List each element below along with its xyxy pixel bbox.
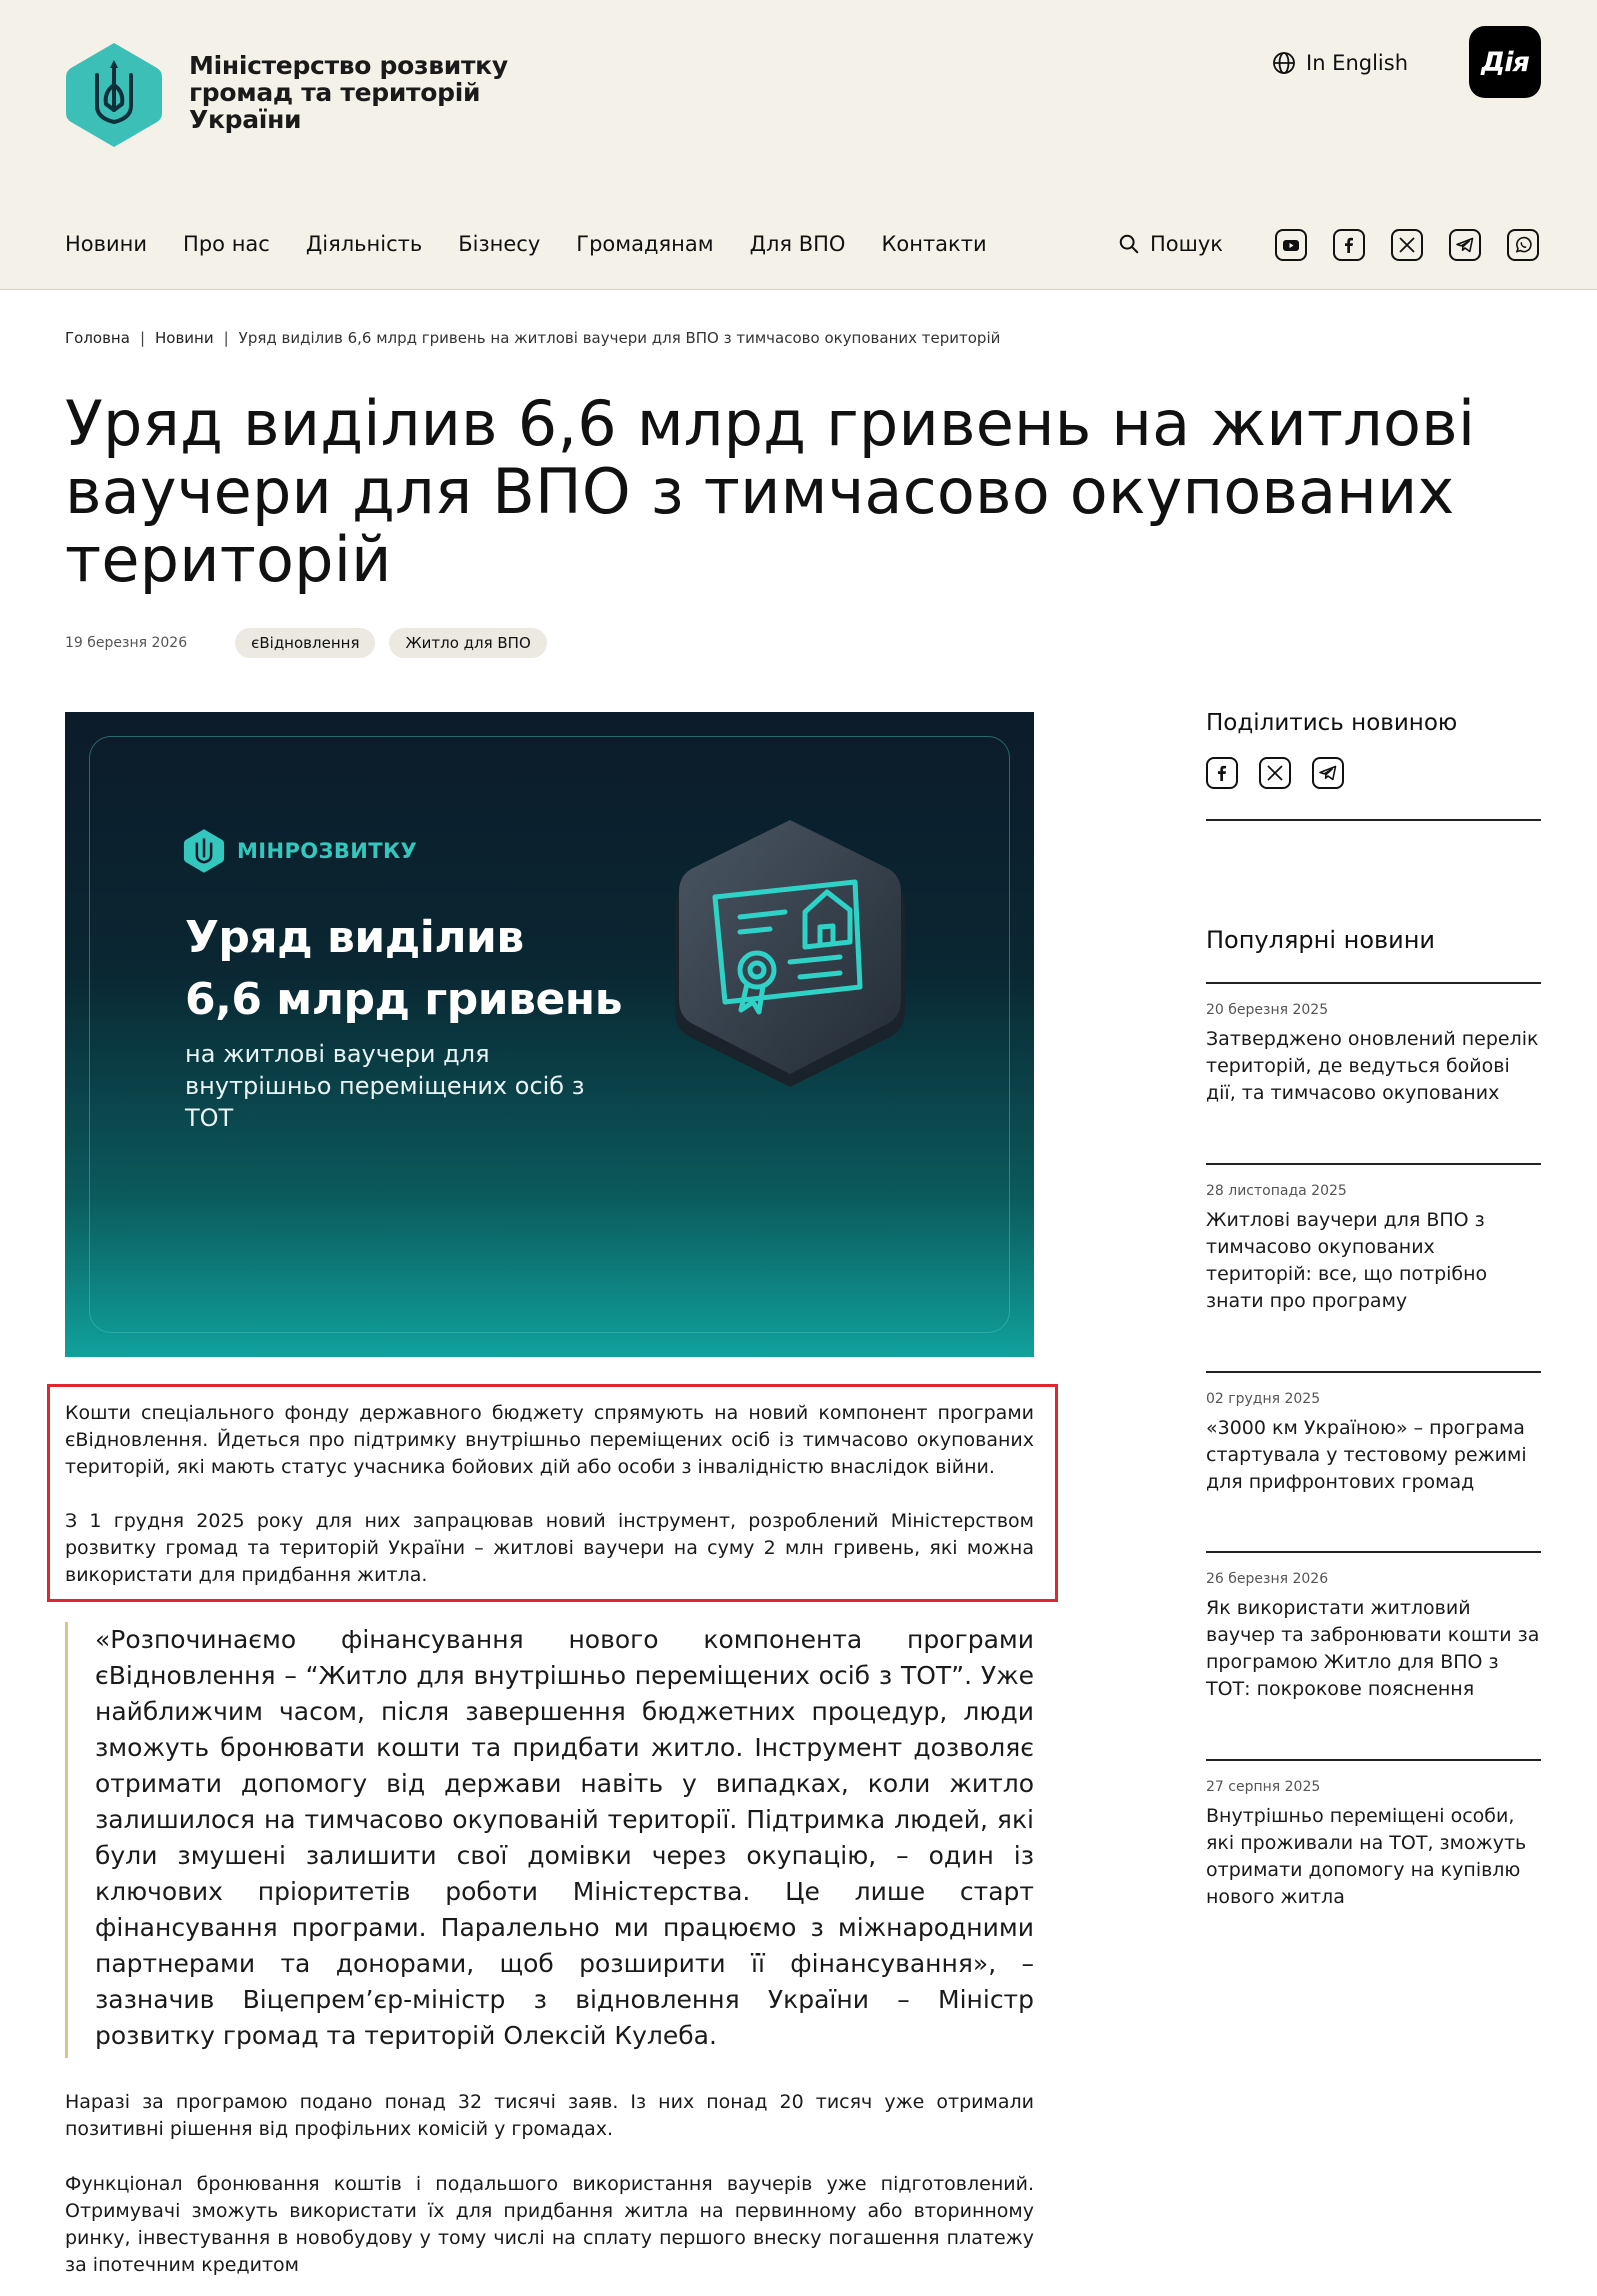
popular-news-item[interactable] <box>1206 1571 1541 1703</box>
youtube-icon[interactable] <box>1275 229 1307 261</box>
tag-evidnovlennya[interactable]: єВідновлення <box>235 628 375 658</box>
share-facebook-icon[interactable] <box>1206 757 1238 789</box>
divider <box>1206 1163 1541 1165</box>
language-switch[interactable] <box>1272 48 1408 78</box>
hero-subtitle: на житлові ваучери для внутрішньо переміщених осіб з ТОТ <box>185 1040 585 1132</box>
language-label: In English <box>1306 51 1409 75</box>
article-paragraph-3: Наразі за програмою подано понад 32 тисячі заяв. Із них понад 20 тисяч уже отримали позитивні рішення від профільних комісій у громадах. <box>65 2091 1034 2140</box>
main-nav <box>65 232 1023 256</box>
search-button[interactable] <box>1118 232 1223 256</box>
article-meta <box>65 628 547 658</box>
article-date: 19 березня 2026 <box>65 635 188 651</box>
search-label: Пошук <box>1150 232 1223 256</box>
hero-image <box>65 712 1034 1357</box>
nav-item-idp[interactable]: Для ВПО <box>749 232 846 256</box>
popular-news-item[interactable] <box>1206 1391 1541 1496</box>
header-socials <box>1275 229 1539 261</box>
news-title[interactable]: «3000 км Україною» – програма стартувала у тестовому режимі для прифронтових громад <box>1206 1417 1527 1493</box>
divider <box>1206 1551 1541 1553</box>
diia-button[interactable]: Дія <box>1469 26 1541 98</box>
share-telegram-icon[interactable] <box>1312 757 1344 789</box>
divider <box>1206 1759 1541 1761</box>
news-date: 02 грудня 2025 <box>1206 1391 1321 1407</box>
breadcrumb-current: Уряд виділив 6,6 млрд гривень на житлові ваучери для ВПО з тимчасово окупованих територій <box>238 329 1001 347</box>
breadcrumb-home[interactable]: Головна <box>65 329 130 347</box>
search-icon <box>1118 233 1140 255</box>
popular-news-item[interactable] <box>1206 1779 1541 1911</box>
hero-brand-label: МІНРОЗВИТКУ <box>237 839 418 863</box>
telegram-icon[interactable] <box>1449 229 1481 261</box>
divider <box>1206 819 1541 821</box>
share-x-icon[interactable] <box>1259 757 1291 789</box>
whatsapp-icon[interactable] <box>1507 229 1539 261</box>
news-title[interactable]: Внутрішньо переміщені особи, які проживали на ТОТ, зможуть отримати допомогу на купівлю нового житла <box>1206 1805 1527 1908</box>
news-date: 28 листопада 2025 <box>1206 1183 1347 1199</box>
share-icons <box>1206 757 1344 789</box>
site-header <box>0 0 1597 290</box>
quote-text: «Розпочинаємо фінансування нового компонента програми єВідновлення – “Житло для внутрішньо переміщених осіб з ТОТ”. Уже найближчим часом, після завершення бюджетних процедур, люди зможуть бронювати кошти та придбати житло. Інструмент дозволяє отримати допомогу від держави навіть у випадках, коли житло залишилося на тимчасово окупованій території. Підтримка людей, які були змушені залишити свої домівки через окупацію, – один із ключових пріоритетів роботи Міністерства. Це лише старт фінансування програми. Паралельно ми працюємо з міжнародними партнерами та донорами, щоб розширити її фінансування», – зазначив Віцепрем’єр-міністр з відновлення України – Міністр розвитку громад та територій Олексій Кулеба. <box>95 1625 1034 2050</box>
divider <box>1206 1371 1541 1373</box>
divider <box>1206 982 1541 984</box>
nav-item-contacts[interactable]: Контакти <box>881 232 987 256</box>
ministry-logo-icon[interactable] <box>64 40 164 150</box>
hero-headline-line1: Уряд виділив <box>185 912 524 963</box>
hero-headline-line2: 6,6 млрд гривень <box>185 974 623 1025</box>
news-title[interactable]: Затверджено оновлений перелік територій, де ведуться бойові дії, та тимчасово окупованих <box>1206 1028 1539 1104</box>
popular-title: Популярні новини <box>1206 926 1436 954</box>
globe-icon <box>1272 51 1296 75</box>
ministry-name[interactable]: Міністерство розвитку громад та територій України <box>189 51 508 134</box>
x-icon[interactable] <box>1391 229 1423 261</box>
breadcrumb-separator: | <box>139 329 145 347</box>
nav-item-activity[interactable]: Діяльність <box>305 232 423 256</box>
nav-item-citizens[interactable]: Громадянам <box>576 232 714 256</box>
news-date: 26 березня 2026 <box>1206 1571 1329 1587</box>
news-date: 20 березня 2025 <box>1206 1002 1329 1018</box>
page-title: Уряд виділив 6,6 млрд гривень на житлові ваучери для ВПО з тимчасово окупованих територій <box>65 387 1476 596</box>
hero-brand <box>183 828 417 874</box>
hero-headline <box>185 907 645 1031</box>
article-paragraph-1: Кошти спеціального фонду державного бюджету спрямують на новий компонент програми єВідновлення. Йдеться про підтримку внутрішньо переміщених осіб із тимчасово окупованих територій, які мають статус учасника бойових дій або особи з інвалідністю внаслідок війни. <box>65 1402 1034 1478</box>
popular-news-item[interactable] <box>1206 1002 1541 1107</box>
breadcrumb-separator: | <box>223 329 229 347</box>
housing-certificate-icon <box>655 812 925 1102</box>
nav-item-news[interactable]: Новини <box>65 232 148 256</box>
breadcrumb <box>65 329 1000 347</box>
tag-housing-idp[interactable]: Житло для ВПО <box>389 628 546 658</box>
news-title[interactable]: Житлові ваучери для ВПО з тимчасово окупованих територій: все, що потрібно знати про програму <box>1206 1209 1488 1312</box>
nav-item-business[interactable]: Бізнесу <box>458 232 541 256</box>
breadcrumb-section[interactable]: Новини <box>155 329 214 347</box>
ministry-logo-icon <box>183 828 225 874</box>
facebook-icon[interactable] <box>1333 229 1365 261</box>
news-title[interactable]: Як використати житловий ваучер та забронювати кошти за програмою Житло для ВПО з ТОТ: покрокове пояснення <box>1206 1597 1540 1700</box>
nav-item-about[interactable]: Про нас <box>183 232 270 256</box>
article-quote <box>65 1622 1034 2058</box>
share-title: Поділитись новиною <box>1206 710 1458 736</box>
article-paragraph-4: Функціонал бронювання коштів і подальшого використання ваучерів уже підготовлений. Отримувачі зможуть використати їх для придбання житла на первинному або вторинному ринку, інвестування в новобудову у тому числі на сплату першого внеску погашення платежу за іпотечним кредитом <box>65 2173 1034 2276</box>
popular-news-item[interactable] <box>1206 1183 1541 1315</box>
article-paragraph-2: З 1 грудня 2025 року для них запрацював новий інструмент, розроблений Міністерством розвитку громад та територій України – житлові ваучери на суму 2 млн гривень, які можна використати для придбання житла. <box>65 1510 1034 1586</box>
news-date: 27 серпня 2025 <box>1206 1779 1321 1795</box>
